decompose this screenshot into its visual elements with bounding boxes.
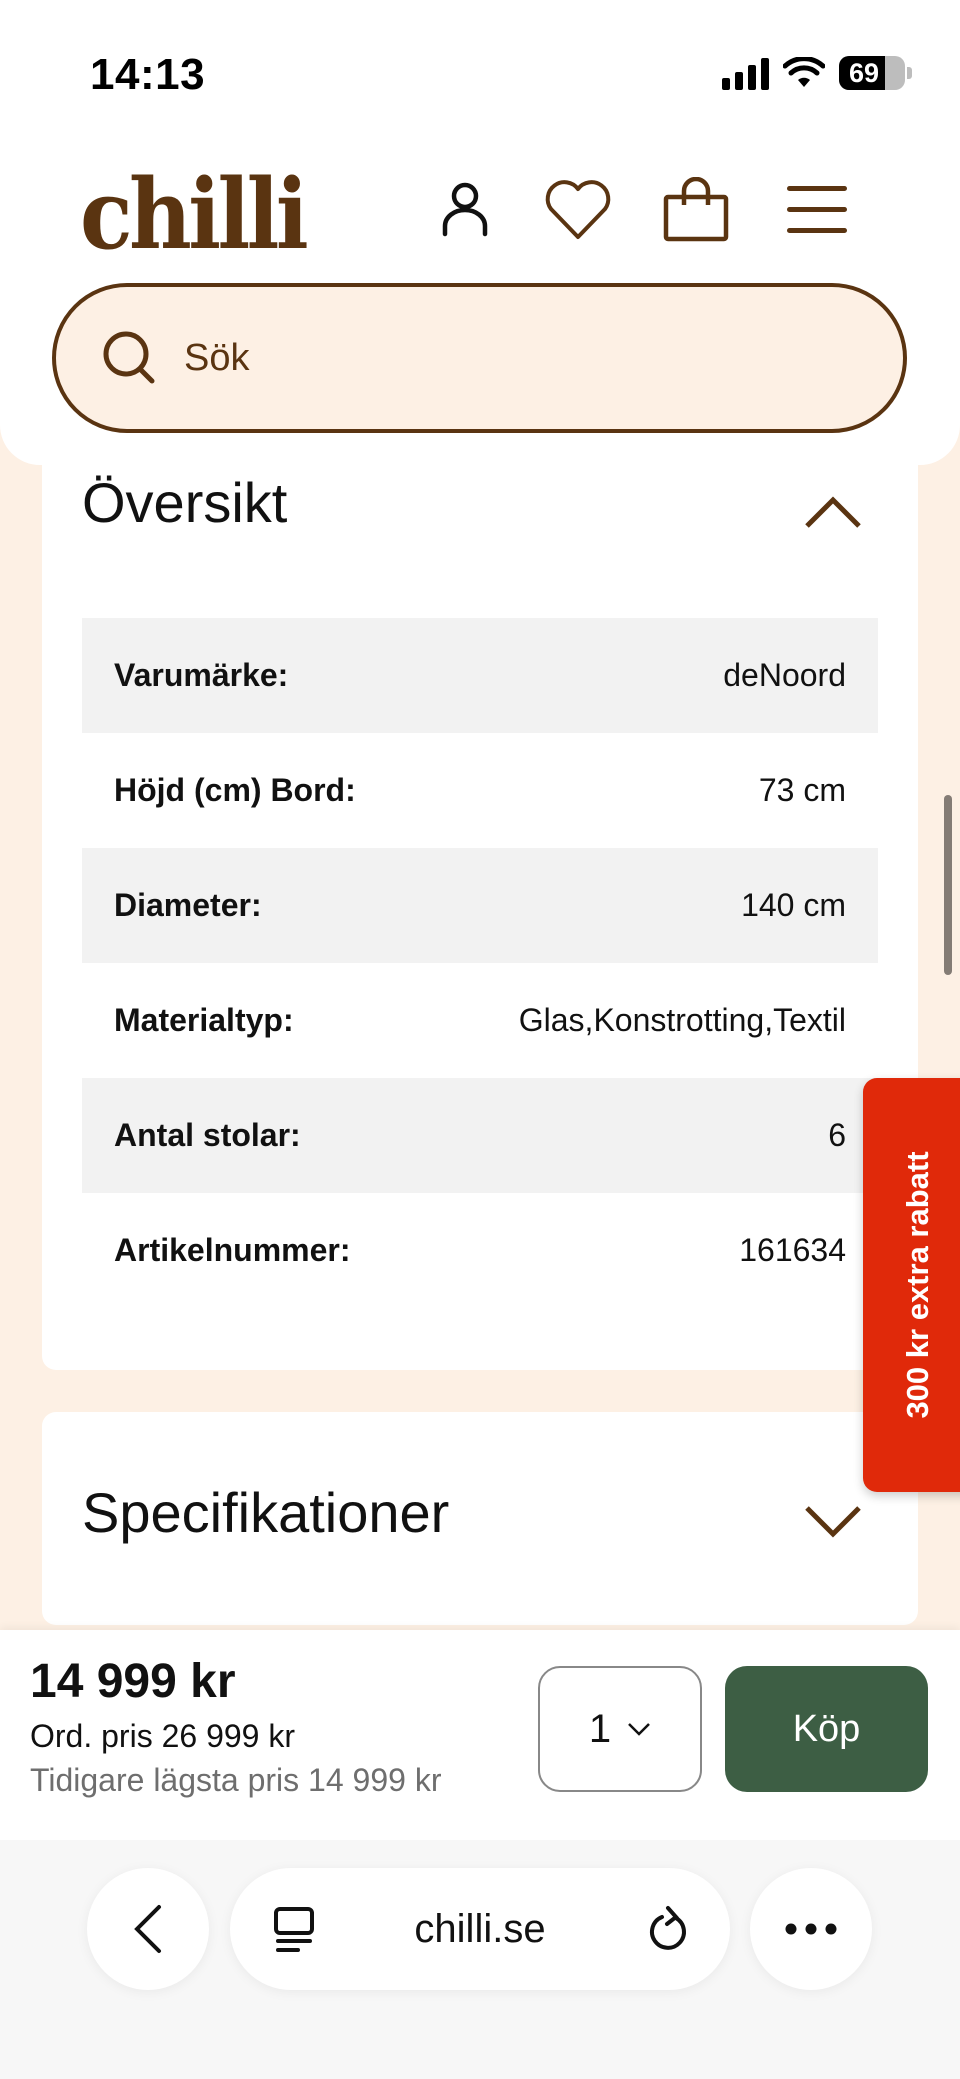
bag-icon (663, 177, 729, 243)
overview-section (42, 420, 918, 1370)
quantity-select[interactable] (538, 1666, 702, 1792)
search-icon (100, 328, 160, 388)
overview-table (82, 618, 878, 1308)
browser-toolbar (0, 1840, 960, 2079)
specifications-title[interactable]: Specifikationer (82, 1481, 450, 1544)
heart-icon (543, 179, 613, 241)
row-value: 6 (828, 1117, 846, 1153)
row-value: 161634 (739, 1232, 846, 1268)
chevron-down-icon[interactable] (803, 1502, 863, 1542)
menu-icon (785, 184, 849, 236)
wishlist-button[interactable] (538, 170, 618, 250)
status-time: 14:13 (90, 50, 206, 99)
row-label: Artikelnummer: (114, 1232, 351, 1268)
cart-button[interactable] (656, 170, 736, 250)
row-value: Glas,Konstrotting,Textil (518, 1002, 846, 1038)
row-label: Antal stolar: (114, 1117, 301, 1153)
chevron-down-icon (627, 1721, 651, 1737)
reader-tabs-icon[interactable] (272, 1906, 316, 1954)
page-scrollbar[interactable] (944, 795, 952, 975)
buy-button[interactable]: Köp (725, 1666, 928, 1792)
chevron-left-icon (131, 1903, 165, 1955)
status-bar (0, 0, 960, 140)
row-label: Diameter: (114, 887, 262, 923)
address-bar[interactable] (230, 1868, 730, 1990)
account-button[interactable] (425, 170, 505, 250)
site-header (0, 140, 960, 465)
menu-button[interactable] (777, 170, 857, 250)
table-row (82, 733, 878, 848)
row-label: Höjd (cm) Bord: (114, 772, 356, 808)
promo-label: 300 kr extra rabatt (900, 1151, 935, 1419)
search-input[interactable] (52, 283, 907, 433)
table-row (82, 618, 878, 733)
row-value: deNoord (723, 657, 846, 693)
battery-percent: 69 (849, 58, 880, 88)
search-placeholder: Sök (184, 336, 250, 379)
more-icon (785, 1923, 837, 1935)
ordinary-price: Ord. pris 26 999 kr (30, 1718, 295, 1754)
quantity-value: 1 (588, 1706, 612, 1751)
specifications-section[interactable] (42, 1412, 918, 1625)
account-icon (437, 180, 493, 240)
table-row (82, 1193, 878, 1308)
row-value: 73 cm (758, 772, 846, 808)
back-button[interactable] (87, 1868, 209, 1990)
chevron-up-icon[interactable] (803, 492, 863, 532)
chilli-logo[interactable]: chilli (80, 158, 306, 271)
current-price: 14 999 kr (30, 1655, 236, 1708)
overview-title[interactable]: Översikt (82, 471, 288, 534)
lowest-price: Tidigare lägsta pris 14 999 kr (30, 1762, 442, 1798)
wifi-icon (783, 57, 825, 89)
cellular-signal-icon (722, 56, 769, 90)
row-label: Varumärke: (114, 657, 289, 693)
reload-icon[interactable] (646, 1904, 692, 1954)
extra-discount-tab[interactable] (863, 1078, 960, 1492)
row-value: 140 cm (741, 887, 846, 923)
row-label: Materialtyp: (114, 1002, 294, 1038)
table-row (82, 1078, 878, 1193)
battery-icon (839, 56, 905, 90)
more-options-button[interactable] (750, 1868, 872, 1990)
table-row (82, 963, 878, 1078)
url-text: chilli.se (414, 1906, 546, 1951)
table-row (82, 848, 878, 963)
